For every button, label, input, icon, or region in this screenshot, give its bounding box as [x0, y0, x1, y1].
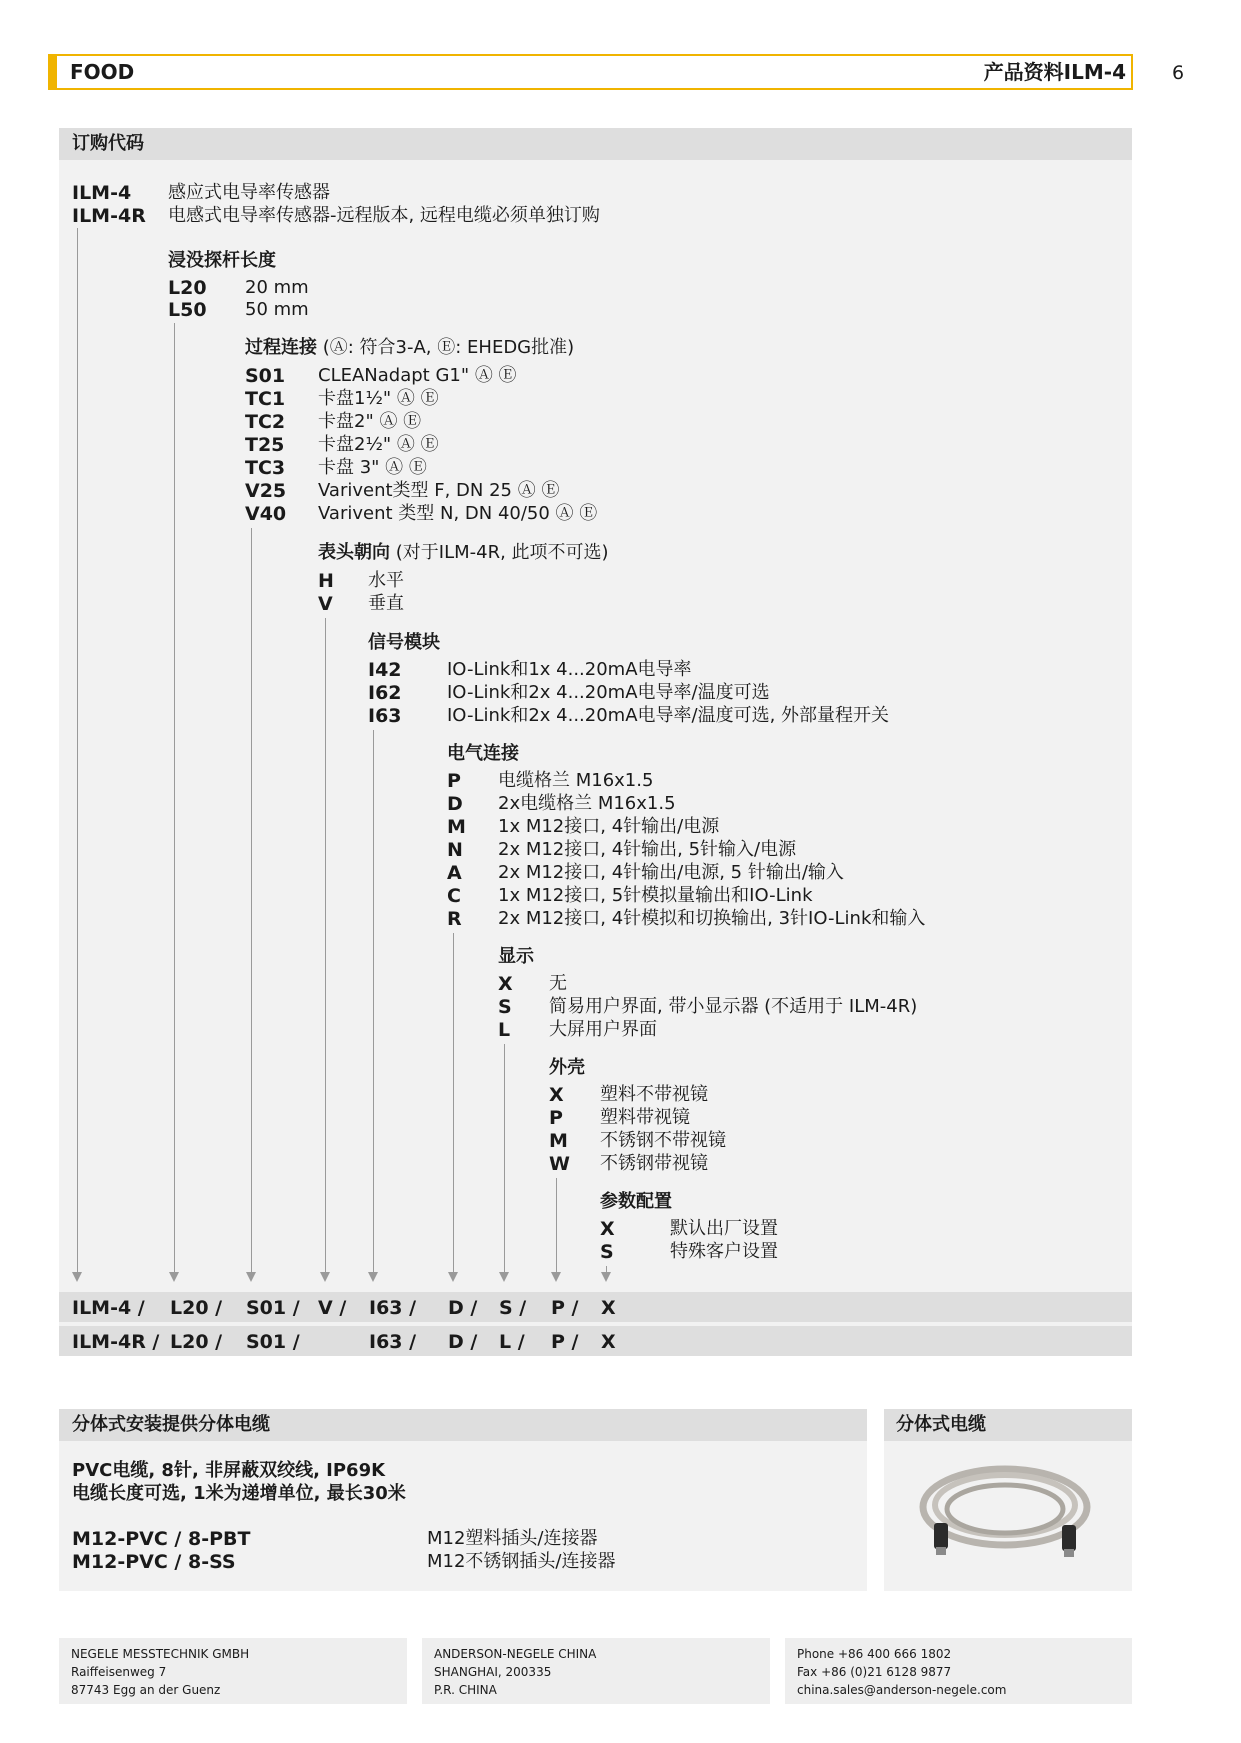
group-title-process-connection	[245, 337, 574, 359]
group-title-probe-length: 浸没探杆长度	[168, 250, 276, 271]
option-code: M	[549, 1130, 568, 1152]
option-code: S01	[245, 365, 286, 387]
example-cell: P /	[551, 1331, 579, 1353]
option-desc: 2x M12接口, 4针输出, 5针输入/电源	[498, 839, 797, 860]
option-desc: 2x M12接口, 4针模拟和切换输出, 3针IO-Link和输入	[498, 908, 926, 929]
header-accent-bar	[48, 54, 57, 90]
footer-line: NEGELE MESSTECHNIK GMBH	[71, 1647, 250, 1661]
arrow-down-icon	[320, 1272, 330, 1282]
product-desc: 电感式电导率传感器-远程版本, 远程电缆必须单独订购	[168, 205, 600, 226]
connector-line	[325, 618, 326, 1272]
option-code: T25	[245, 434, 285, 456]
cable-image-title: 分体式电缆	[896, 1414, 986, 1435]
footer-line: Raiffeisenweg 7	[71, 1665, 167, 1679]
cable-item-code: M12-PVC / 8-SS	[72, 1551, 236, 1573]
option-code: D	[447, 793, 463, 815]
option-code: C	[447, 885, 461, 907]
order-code-panel	[59, 128, 1132, 1350]
option-desc: 卡盘2½" Ⓐ Ⓔ	[318, 434, 439, 455]
option-code: TC2	[245, 411, 286, 433]
footer-block-china	[422, 1638, 770, 1704]
group-title-display: 显示	[498, 946, 534, 967]
option-desc: IO-Link和2x 4...20mA电导率/温度可选, 外部量程开关	[447, 705, 890, 726]
connector-line	[251, 528, 252, 1272]
example-cell: L20 /	[170, 1331, 223, 1353]
option-code: TC1	[245, 388, 286, 410]
arrow-down-icon	[169, 1272, 179, 1282]
example-cell: X	[601, 1331, 616, 1353]
option-desc: 默认出厂设置	[670, 1218, 778, 1239]
option-code: H	[318, 570, 334, 592]
option-code: M	[447, 816, 466, 838]
example-cell: I63 /	[369, 1331, 417, 1353]
arrow-down-icon	[499, 1272, 509, 1282]
example-cell: ILM-4 /	[72, 1297, 145, 1319]
arrow-down-icon	[551, 1272, 561, 1282]
option-desc: 不锈钢带视镜	[600, 1153, 708, 1174]
order-code-title-bar	[59, 128, 1132, 160]
example-cell: I63 /	[369, 1297, 417, 1319]
option-desc: IO-Link和1x 4...20mA电导率	[447, 659, 692, 680]
option-desc: 塑料不带视镜	[600, 1084, 708, 1105]
option-code: A	[447, 862, 462, 884]
example-cell: X	[601, 1297, 616, 1319]
option-code: V25	[245, 480, 287, 502]
arrow-down-icon	[246, 1272, 256, 1282]
group-title: 表头朝向	[318, 542, 390, 563]
arrow-down-icon	[448, 1272, 458, 1282]
option-code: I42	[368, 659, 402, 681]
arrow-down-icon	[601, 1272, 611, 1282]
cable-product-image	[905, 1455, 1105, 1565]
cable-item-desc: M12塑料插头/连接器	[427, 1528, 598, 1549]
example-cell: D /	[448, 1297, 478, 1319]
option-code: L	[498, 1019, 511, 1041]
connector-line	[504, 1044, 505, 1272]
page-header	[48, 54, 1133, 90]
header-category: FOOD	[70, 60, 135, 84]
footer-line: ANDERSON-NEGELE CHINA	[434, 1647, 597, 1661]
option-desc: IO-Link和2x 4...20mA电导率/温度可选	[447, 682, 770, 703]
option-desc: 卡盘1½" Ⓐ Ⓔ	[318, 388, 439, 409]
option-desc: 特殊客户设置	[670, 1241, 778, 1262]
option-desc: 卡盘2" Ⓐ Ⓔ	[318, 411, 422, 432]
option-code: L20	[168, 277, 207, 299]
option-desc: 塑料带视镜	[600, 1107, 690, 1128]
option-code: TC3	[245, 457, 286, 479]
footer-phone: Phone +86 400 666 1802	[797, 1647, 952, 1661]
option-desc: CLEANadapt G1" Ⓐ Ⓔ	[318, 365, 517, 386]
footer-fax: Fax +86 (0)21 6128 9877	[797, 1665, 952, 1679]
option-code: R	[447, 908, 462, 930]
example-cell: S /	[499, 1297, 527, 1319]
option-code: X	[498, 973, 513, 995]
option-desc: 2x电缆格兰 M16x1.5	[498, 793, 676, 814]
option-desc: 简易用户界面, 带小显示器 (不适用于 ILM-4R)	[549, 996, 918, 1017]
group-note: (对于ILM-4R, 此项不可选)	[395, 542, 609, 563]
order-code-title: 订购代码	[72, 133, 144, 154]
product-desc: 感应式电导率传感器	[168, 182, 330, 203]
example-cell: S01 /	[246, 1331, 300, 1353]
option-code: V	[318, 593, 333, 615]
option-desc: 50 mm	[245, 299, 309, 320]
group-title-housing: 外壳	[549, 1057, 585, 1078]
option-desc: 水平	[368, 570, 404, 591]
example-cell: D /	[448, 1331, 478, 1353]
option-code: V40	[245, 503, 287, 525]
group-title: 过程连接	[245, 337, 317, 358]
option-code: I63	[368, 705, 402, 727]
cable-section-title: 分体式安装提供分体电缆	[72, 1414, 270, 1435]
option-code: X	[549, 1084, 564, 1106]
footer-email[interactable]: china.sales@anderson-negele.com	[797, 1683, 1007, 1697]
option-code: X	[600, 1218, 615, 1240]
option-desc: 大屏用户界面	[549, 1019, 657, 1040]
footer-line: P.R. CHINA	[434, 1683, 497, 1697]
option-code: I62	[368, 682, 402, 704]
option-desc: 20 mm	[245, 277, 309, 298]
footer-block-contact	[785, 1638, 1132, 1704]
option-code: L50	[168, 299, 207, 321]
group-title-signal-module: 信号模块	[368, 632, 440, 653]
example-cell: L20 /	[170, 1297, 223, 1319]
option-desc: 垂直	[368, 593, 404, 614]
product-code: ILM-4	[72, 182, 132, 204]
connector-line	[77, 228, 78, 1272]
example-cell: ILM-4R /	[72, 1331, 160, 1353]
connector-line	[373, 730, 374, 1272]
footer-line: 87743 Egg an der Guenz	[71, 1683, 221, 1697]
option-desc: 无	[549, 973, 567, 994]
cable-item-desc: M12不锈钢插头/连接器	[427, 1551, 616, 1572]
header-document-title: 产品资料ILM-4	[983, 60, 1126, 84]
group-title-head-orientation	[318, 542, 609, 564]
option-code: P	[447, 770, 461, 792]
option-desc: 卡盘 3" Ⓐ Ⓔ	[318, 457, 427, 478]
connector-line	[556, 1178, 557, 1272]
arrow-down-icon	[72, 1272, 82, 1282]
connector-line	[453, 933, 454, 1272]
cable-desc-line: PVC电缆, 8针, 非屏蔽双绞线, IP69K	[72, 1460, 386, 1481]
option-code: W	[549, 1153, 570, 1175]
product-code: ILM-4R	[72, 205, 146, 227]
group-title-electrical-connection: 电气连接	[447, 743, 519, 764]
group-note: (Ⓐ: 符合3-A, Ⓔ: EHEDG批准)	[322, 337, 575, 358]
option-desc: Varivent类型 F, DN 25 Ⓐ Ⓔ	[318, 480, 560, 501]
option-code: N	[447, 839, 463, 861]
option-desc: 不锈钢不带视镜	[600, 1130, 726, 1151]
example-cell: P /	[551, 1297, 579, 1319]
connector-line	[174, 323, 175, 1272]
footer-block-germany	[59, 1638, 407, 1704]
option-desc: 2x M12接口, 4针输出/电源, 5 针输出/输入	[498, 862, 844, 883]
example-cell: S01 /	[246, 1297, 300, 1319]
option-code: S	[600, 1241, 614, 1263]
option-desc: 电缆格兰 M16x1.5	[498, 770, 654, 791]
option-desc: 1x M12接口, 4针输出/电源	[498, 816, 720, 837]
arrow-down-icon	[368, 1272, 378, 1282]
footer-line: SHANGHAI, 200335	[434, 1665, 552, 1679]
group-title-parameter-config: 参数配置	[600, 1191, 672, 1212]
option-desc: 1x M12接口, 5针模拟量输出和IO-Link	[498, 885, 813, 906]
cable-item-code: M12-PVC / 8-PBT	[72, 1528, 251, 1550]
page-number: 6	[1172, 62, 1185, 84]
example-cell: L /	[499, 1331, 525, 1353]
cable-desc-line: 电缆长度可选, 1米为递增单位, 最长30米	[72, 1483, 406, 1504]
option-code: P	[549, 1107, 563, 1129]
example-cell: V /	[318, 1297, 347, 1319]
option-desc: Varivent 类型 N, DN 40/50 Ⓐ Ⓔ	[318, 503, 598, 524]
option-code: S	[498, 996, 512, 1018]
